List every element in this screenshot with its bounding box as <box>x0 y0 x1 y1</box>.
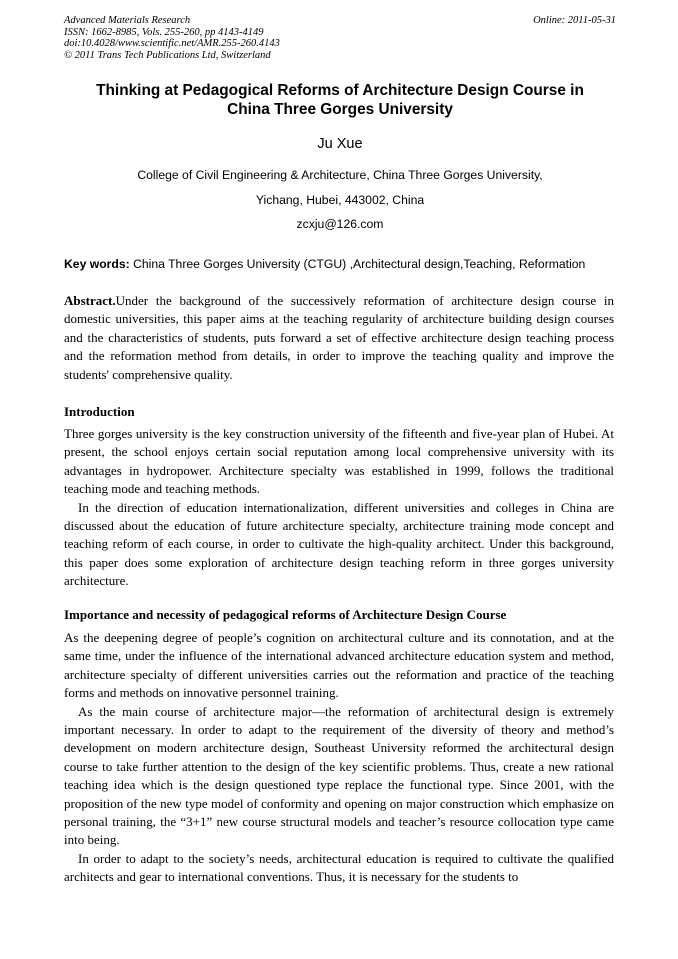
paper-title <box>64 81 616 119</box>
abstract-paragraph <box>64 292 614 384</box>
journal-header <box>64 15 616 61</box>
keywords-text: China Three Gorges University (CTGU) ,Architectural design,Teaching, Reformation <box>129 257 586 271</box>
keywords <box>64 257 624 272</box>
paragraph: In order to adapt to the society’s needs, architectural education is required to cultivate the qualified architects and gear to international conventions. Thus, it is necessary for the students to <box>64 850 614 885</box>
issn-line: ISSN: 1662-8985, Vols. 255-260, pp 4143-4149 <box>64 26 264 38</box>
copyright-line: © 2011 Trans Tech Publications Ltd, Switzerland <box>64 49 271 61</box>
title-line-2: China Three Gorges University <box>227 101 453 118</box>
abstract-label: Abstract. <box>64 293 116 308</box>
abstract-text: Under the background of the successively reformation of architecture design course in domestic universities, this paper aims at the teaching regularity of architecture building design courses and the characteristics of students, puts forward a set of effective architecture design teaching process and the reformation method from details, in order to improve the teaching quality and improve the students' comprehensive quality. <box>64 293 614 382</box>
affiliation-line-2: Yichang, Hubei, 443002, China <box>255 193 425 207</box>
author-email: zcxju@126.com <box>296 217 384 231</box>
paragraph: In the direction of education internationalization, different universities and colleges in China are discussed about the education of future architecture specialty, architecture training mode concept and teaching reform of each course, in order to cultivate the high-quality architect. Under this background, this paper does some exploration of architecture design teaching reform in three gorges university architecture. <box>64 499 614 589</box>
paragraph: Three gorges university is the key construction university of the fifteenth and five-year plan of Hubei. At present, the school enjoys certain social reputation among local comprehensive university with its advantages in hydropower. Architecture specialty was established in 1999, follows the traditional teaching mode and teaching methods. <box>64 426 614 497</box>
paragraph: As the deepening degree of people’s cognition on architectural culture and its connotation, and at the same time, under the influence of the international advanced architecture education system and method, architecture specialty of different universities carries out the reformation and practice of the teaching forms and methods on innovative personnel training. <box>64 630 614 701</box>
importance-body <box>64 629 614 887</box>
section-heading-introduction: Introduction <box>64 404 135 419</box>
author-name: Ju Xue <box>317 136 363 152</box>
introduction-body <box>64 425 614 591</box>
doi-line: doi:10.4028/www.scientific.net/AMR.255-260.4143 <box>64 38 280 50</box>
keywords-label: Key words: <box>64 257 130 271</box>
title-line-1: Thinking at Pedagogical Reforms of Architecture Design Course in <box>96 82 584 99</box>
paragraph: As the main course of architecture major—the reformation of architectural design is extremely important necessary. In order to adapt to the requirement of the diversity of theory and method’s development on modern architecture design, Southeast University reformed the architectural design course to take further attention to the design of the key scientific problems. Thus, create a new rational teaching idea which is the design questioned type replace the functional type. Since 2001, with the proposition of the new type model of conformity and opening on major construction which emphasize on personal training, the “3+1” new course structural models and teacher’s resource collocation type came into being. <box>64 703 614 848</box>
section-heading-importance: Importance and necessity of pedagogical reforms of Architecture Design Course <box>64 607 507 622</box>
affiliation-line-1: College of Civil Engineering & Architecture, China Three Gorges University, <box>137 168 543 182</box>
abstract <box>64 292 614 384</box>
journal-name: Advanced Materials Research <box>64 15 191 26</box>
online-date: Online: 2011-05-31 <box>533 15 616 26</box>
